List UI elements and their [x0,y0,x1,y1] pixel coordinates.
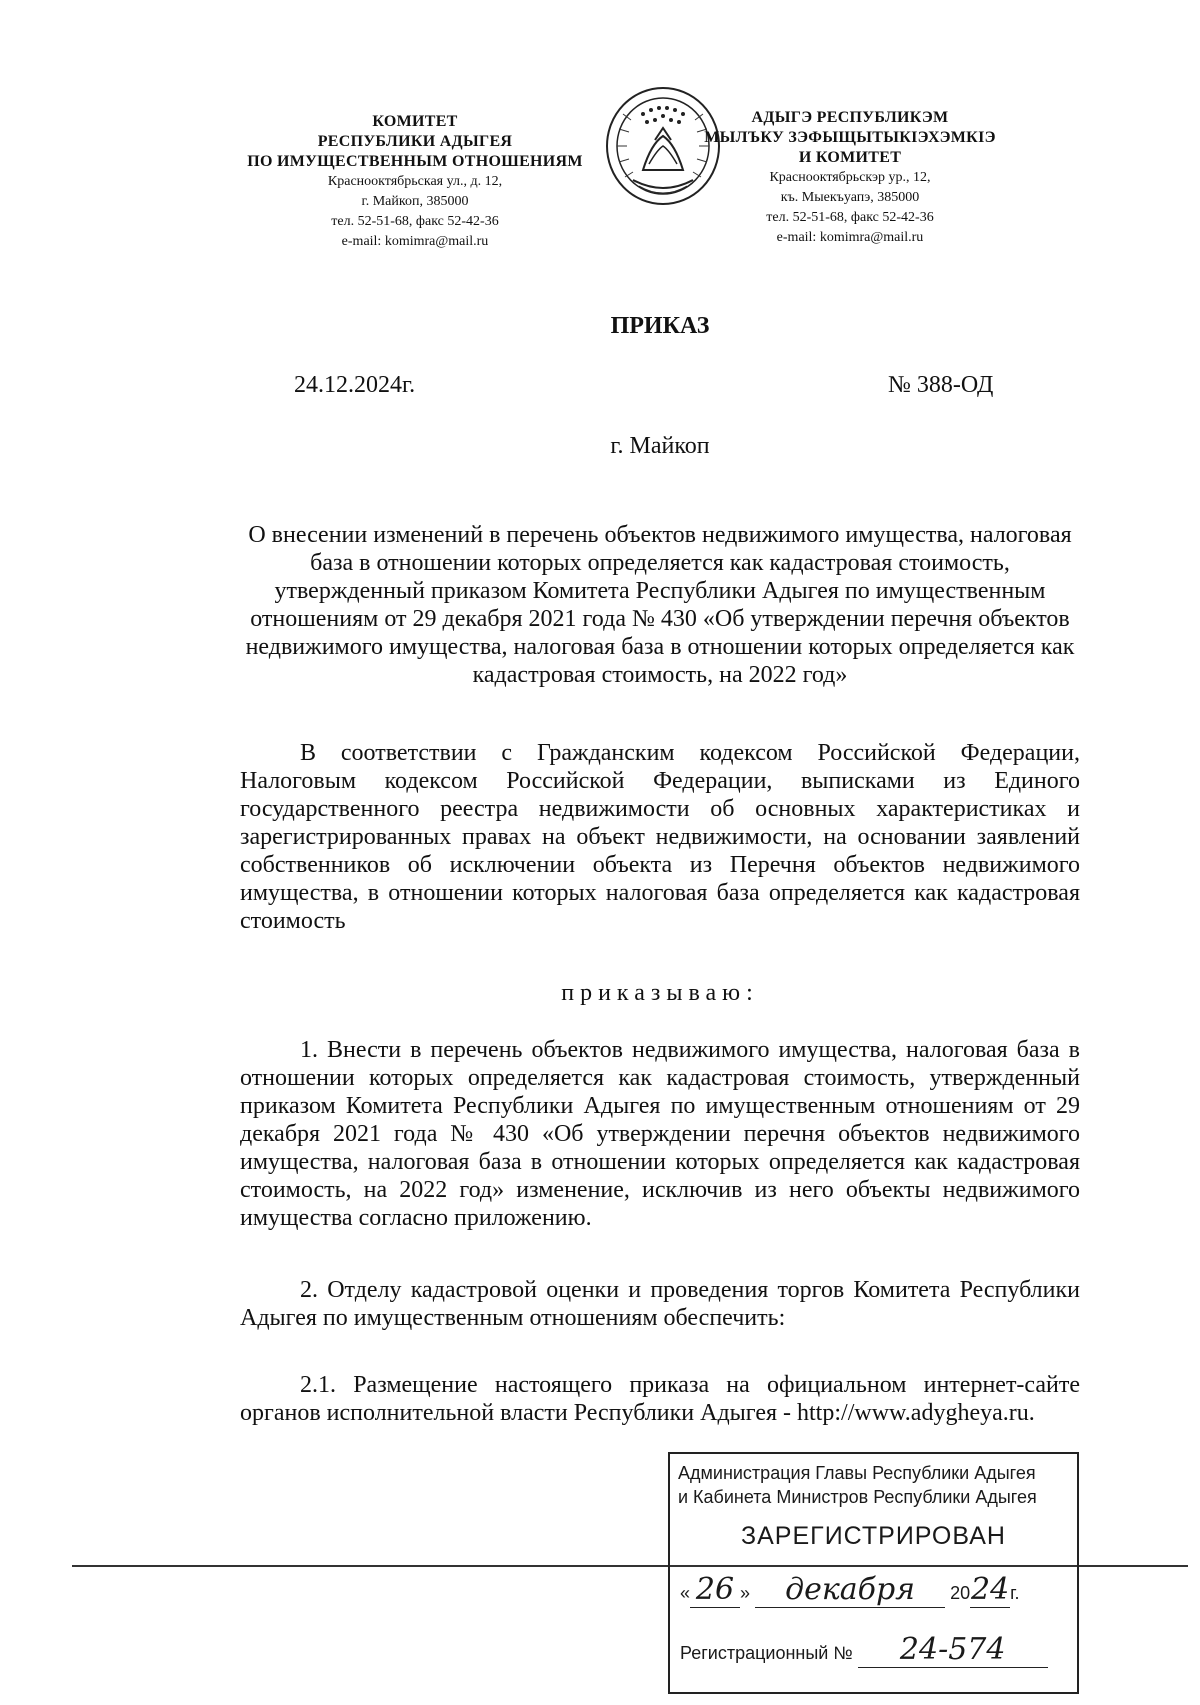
header-left [225,112,605,252]
org-name-adyghe-line3: И КОМИТЕТ [798,149,902,166]
order-item-2-1: 2.1. Размещение настоящего приказа на официальном интернет-сайте органов исполнительной власти Республики Адыгея - http://www.adygheya.ru. [240,1372,1080,1426]
document-subject: О внесении изменений в перечень объектов недвижимого имущества, налоговая база в отношении которых определяется как кадастровая стоимость, утвержденный приказом Комитета Республики Адыгея по имущественным отношениям от 29 декабря 2021 года № 430 «Об утверждении перечня объектов недвижимого имущества, налоговая база в отношении которых определяется как кадастровая стоимость, на 2022 год» [245,522,1075,688]
stamp-reg-line [680,1632,1048,1668]
stamp-year-end: г. [1010,1583,1020,1603]
org-phone: тел. 52-51-68, факс 52-42-36 [331,214,499,229]
stamp-reg-label: Регистрационный № [680,1643,853,1663]
header-right [690,108,1010,248]
stamp-year-prefix: 20 [950,1583,971,1603]
stamp-reg-number: 24-574 [858,1632,1048,1668]
registration-stamp [668,1452,1079,1694]
org-name-line2: РЕСПУБЛИКИ АДЫГЕЯ [317,133,513,150]
stamp-quote-close: » [740,1583,751,1603]
document-date: 24.12.2024г. [294,372,416,398]
stamp-month: декабря [755,1572,945,1608]
org-address1: Краснооктябрьская ул., д. 12, [327,174,503,189]
org-email: e-mail: komimra@mail.ru [341,234,489,249]
order-item-2: 2. Отделу кадастровой оценки и проведения торгов Комитета Республики Адыгея по имущественным отношениям обеспечить: [240,1277,1080,1331]
org-address-adyghe1: Краснооктябрьскэр ур., 12, [769,170,931,185]
stamp-authority-line1: Администрация Главы Республики Адыгея [678,1463,1036,1483]
org-name-line1: КОМИТЕТ [372,113,458,130]
org-name-adyghe-line2: МЫЛЪКУ ЗЭФЫЩЫТЫКIЭХЭМКIЭ [704,129,996,146]
org-name-adyghe-line1: АДЫГЭ РЕСПУБЛИКЭМ [751,109,949,126]
stamp-date-line [680,1572,1019,1608]
org-address2: г. Майкоп, 385000 [361,194,469,209]
stamp-quote-open: « [680,1583,691,1603]
document-city: г. Майкоп [610,433,710,459]
document-number: № 388-ОД [888,372,994,398]
org-name-line3: ПО ИМУЩЕСТВЕННЫМ ОТНОШЕНИЯМ [247,153,583,170]
org-phone-adyghe: тел. 52-51-68, факс 52-42-36 [766,210,934,225]
order-item-1: 1. Внести в перечень объектов недвижимого имущества, налоговая база в отношении которых определяется как кадастровая стоимость, утвержденный приказом Комитета Республики Адыгея по имущественным отношениям от 29 декабря 2021 года № 430 «Об утверждении перечня объектов недвижимого имущества, налоговая база в отношении которых определяется как кадастровая стоимость, на 2022 год» изменение, исключив из него объекты недвижимого имущества согласно приложению. [240,1037,1080,1231]
org-email-adyghe: e-mail: komimra@mail.ru [776,230,924,245]
stamp-registered-label: ЗАРЕГИСТРИРОВАН [741,1522,1006,1550]
document-title: ПРИКАЗ [610,313,710,339]
org-address-adyghe2: къ. Мыекъуапэ, 385000 [780,190,920,205]
order-word: приказываю: [561,980,759,1006]
stamp-year-suffix: 24 [971,1572,1010,1607]
preamble-paragraph: В соответствии с Гражданским кодексом Российской Федерации, Налоговым кодексом Российской Федерации, выписками из Единого государственного реестра недвижимости об основных характеристиках и зарегистрированных правах на объект недвижимости, на основании заявлений собственников об исключении объекта из Перечня объектов недвижимого имущества, в отношении которых налоговая база определяется как кадастровая стоимость [240,740,1080,934]
stamp-authority-line2: и Кабинета Министров Республики Адыгея [678,1487,1037,1507]
stamp-day: 26 [690,1572,740,1608]
